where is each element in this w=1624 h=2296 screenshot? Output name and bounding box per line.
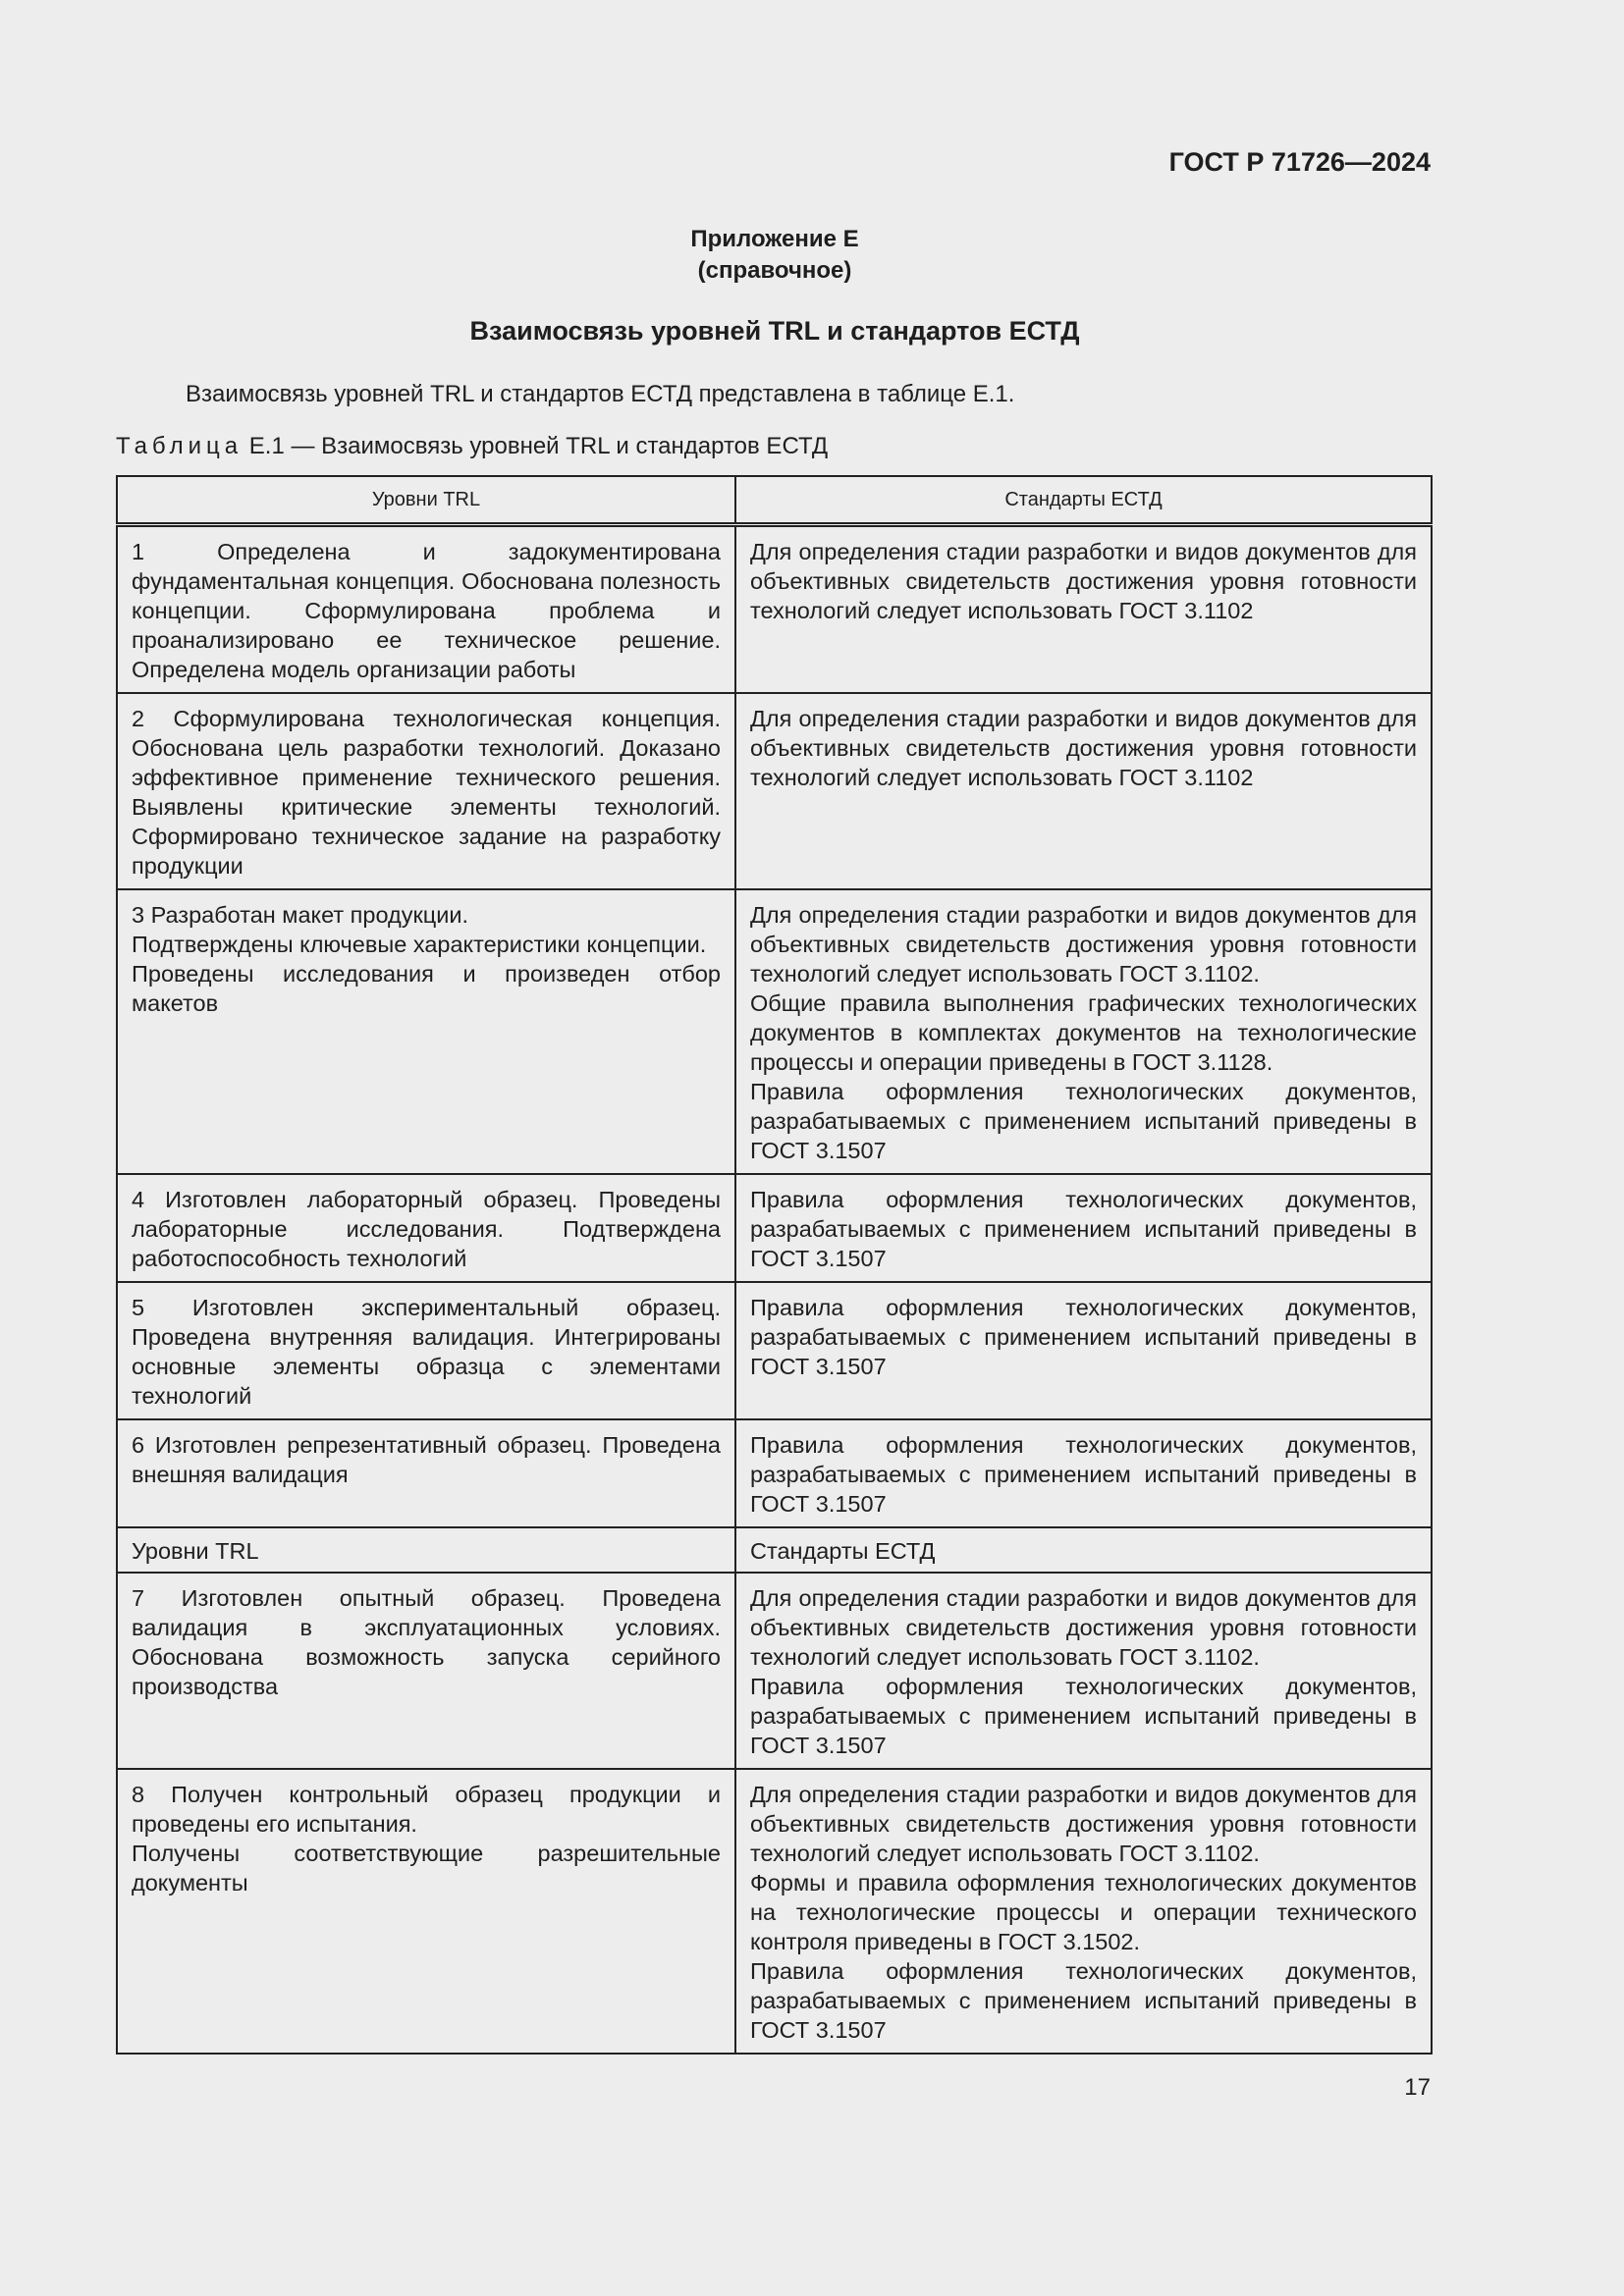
trl-cell: [117, 889, 735, 1174]
cell-text: Уровни TRL: [132, 1538, 259, 1564]
table-caption: [116, 433, 828, 460]
cell-text: Для определения стадии разработки и видов документов для объективных свидетельств достижения уровня готовности технологий следует использовать ГОСТ 3.1102: [750, 706, 1417, 790]
cell-text: Правила оформления технологических документов, разрабатываемых с применением испытаний приведены в ГОСТ 3.1507: [750, 1432, 1417, 1517]
table-row: [117, 525, 1432, 694]
cell-text: Правила оформления технологических документов, разрабатываемых с применением испытаний приведены в ГОСТ 3.1507: [750, 1187, 1417, 1271]
cell-text: 8 Получен контрольный образец продукции и проведены его испытания.: [132, 1782, 721, 1837]
page-number: 17: [1404, 2074, 1431, 2101]
estd-cell: [735, 1174, 1432, 1282]
estd-cell: [735, 693, 1432, 889]
appendix-title: Приложение Е: [690, 226, 859, 252]
table-row: [117, 693, 1432, 889]
table-row: [117, 1174, 1432, 1282]
trl-cell: [117, 1174, 735, 1282]
table-row: [117, 1282, 1432, 1419]
table-row: [117, 1769, 1432, 2054]
cell-text: Общие правила выполнения графических технологических документов в комплектах документов на технологические процессы и операции приведены в ГОСТ 3.1128.: [750, 990, 1417, 1075]
cell-text: 7 Изготовлен опытный образец. Проведена валидация в эксплуатационных условиях. Обоснована возможность запуска серийного производства: [132, 1585, 721, 1699]
cell-text: Правила оформления технологических документов, разрабатываемых с применением испытаний приведены в ГОСТ 3.1507: [750, 1295, 1417, 1379]
trl-cell: [117, 1527, 735, 1573]
estd-cell: [735, 889, 1432, 1174]
trl-cell: [117, 1282, 735, 1419]
cell-text: 1 Определена и задокументирована фундаментальная концепция. Обоснована полезность концепции. Сформулирована проблема и проанализировано ее техническое решение. Определена модель организации работы: [132, 539, 721, 682]
estd-cell: [735, 1527, 1432, 1573]
cell-text: Подтверждены ключевые характеристики концепции.: [132, 932, 707, 957]
cell-text: Получены соответствующие разрешительные документы: [132, 1841, 721, 1896]
estd-cell: [735, 1282, 1432, 1419]
intro-paragraph: Взаимосвязь уровней TRL и стандартов ЕСТД представлена в таблице Е.1.: [186, 381, 1015, 407]
cell-text: 2 Сформулирована технологическая концепция. Обоснована цель разработки технологий. Доказано эффективное применение технического решения. Выявлены критические элементы технологий. Сформировано техническое задание на разработку продукции: [132, 706, 721, 879]
cell-text: Правила оформления технологических документов, разрабатываемых с применением испытаний приведены в ГОСТ 3.1507: [750, 1958, 1417, 2043]
estd-cell: [735, 1769, 1432, 2054]
table-header-row: [117, 476, 1432, 525]
cell-text: Стандарты ЕСТД: [750, 1538, 936, 1564]
table-caption-prefix: Таблица: [116, 433, 244, 459]
cell-text: 5 Изготовлен экспериментальный образец. Проведена внутренняя валидация. Интегрированы основные элементы образца с элементами технологий: [132, 1295, 721, 1409]
section-title: Взаимосвязь уровней TRL и стандартов ЕСТД: [469, 316, 1080, 346]
table-row: [117, 1573, 1432, 1769]
estd-cell: [735, 1573, 1432, 1769]
header-estd-standards: Стандарты ЕСТД: [735, 476, 1432, 525]
trl-cell: [117, 1573, 735, 1769]
table-header-repeat-row: [117, 1527, 1432, 1573]
header-trl-levels: Уровни TRL: [117, 476, 735, 525]
trl-cell: [117, 693, 735, 889]
cell-text: 3 Разработан макет продукции.: [132, 902, 468, 928]
cell-text: Правила оформления технологических документов, разрабатываемых с применением испытаний приведены в ГОСТ 3.1507: [750, 1079, 1417, 1163]
trl-cell: [117, 1769, 735, 2054]
estd-cell: [735, 1419, 1432, 1527]
cell-text: Для определения стадии разработки и видов документов для объективных свидетельств достижения уровня готовности технологий следует использовать ГОСТ 3.1102.: [750, 902, 1417, 987]
appendix-type: (справочное): [697, 257, 852, 284]
trl-estd-table: [116, 475, 1433, 2055]
table-row: [117, 1419, 1432, 1527]
table-caption-text: Е.1 — Взаимосвязь уровней TRL и стандартов ЕСТД: [243, 433, 829, 459]
cell-text: Для определения стадии разработки и видов документов для объективных свидетельств достижения уровня готовности технологий следует использовать ГОСТ 3.1102.: [750, 1782, 1417, 1866]
standard-code: ГОСТ Р 71726—2024: [1168, 147, 1431, 177]
trl-cell: [117, 1419, 735, 1527]
estd-cell: [735, 525, 1432, 694]
cell-text: Для определения стадии разработки и видов документов для объективных свидетельств достижения уровня готовности технологий следует использовать ГОСТ 3.1102.: [750, 1585, 1417, 1670]
cell-text: Формы и правила оформления технологических документов на технологические процессы и операции технического контроля приведены в ГОСТ 3.1502.: [750, 1870, 1417, 1954]
cell-text: 4 Изготовлен лабораторный образец. Проведены лабораторные исследования. Подтверждена работоспособность технологий: [132, 1187, 721, 1271]
cell-text: Правила оформления технологических документов, разрабатываемых с применением испытаний приведены в ГОСТ 3.1507: [750, 1674, 1417, 1758]
table-row: [117, 889, 1432, 1174]
cell-text: Проведены исследования и произведен отбор макетов: [132, 961, 721, 1016]
cell-text: 6 Изготовлен репрезентативный образец. Проведена внешняя валидация: [132, 1432, 721, 1487]
cell-text: Для определения стадии разработки и видов документов для объективных свидетельств достижения уровня готовности технологий следует использовать ГОСТ 3.1102: [750, 539, 1417, 623]
trl-cell: [117, 525, 735, 694]
